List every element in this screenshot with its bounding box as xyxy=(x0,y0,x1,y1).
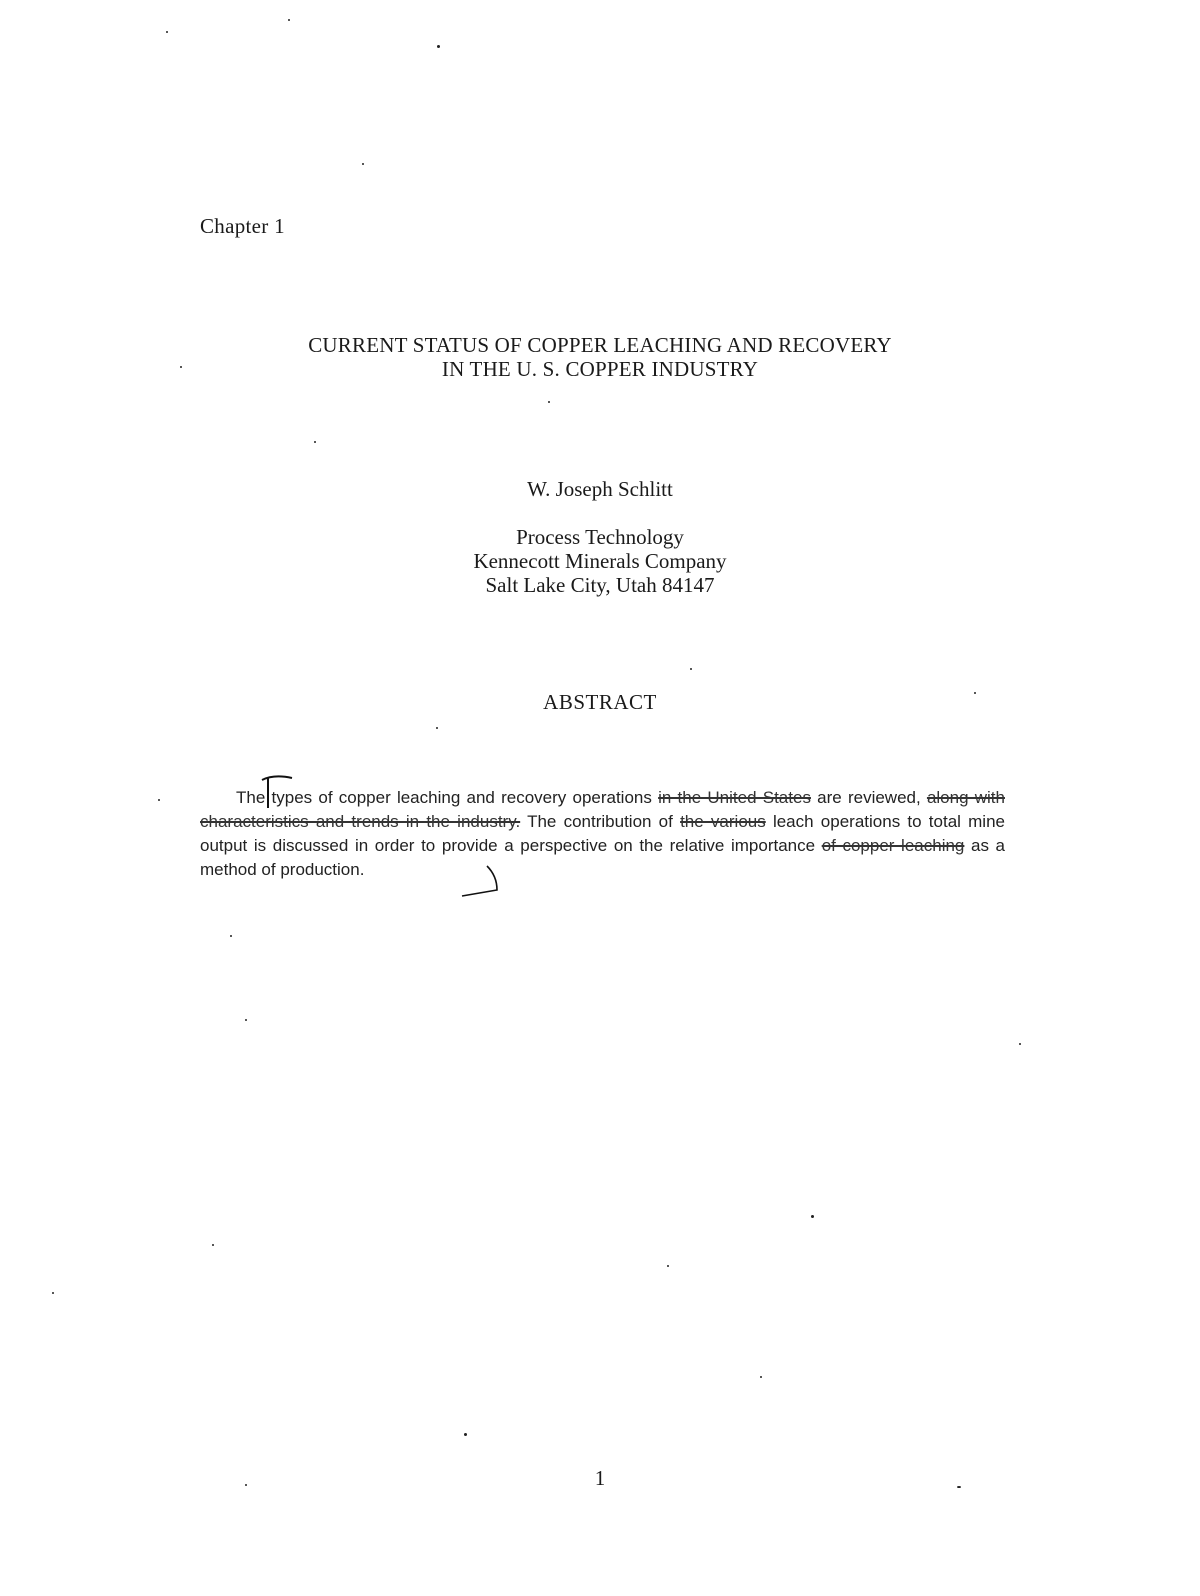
abstract-struck-segment: the various xyxy=(680,812,766,831)
scan-speck xyxy=(1019,1043,1021,1045)
abstract-segment: The xyxy=(236,788,272,807)
scan-speck xyxy=(288,19,290,21)
scan-speck xyxy=(811,1215,814,1218)
scan-speck xyxy=(212,1244,214,1246)
scan-speck xyxy=(464,1433,467,1436)
scan-speck xyxy=(548,401,550,403)
page-number: 1 xyxy=(594,1466,606,1490)
title-line-1: CURRENT STATUS OF COPPER LEACHING AND RECOVERY xyxy=(308,333,892,357)
author-location: Salt Lake City, Utah 84147 xyxy=(485,573,715,597)
scan-speck xyxy=(436,727,438,729)
abstract-struck-segment: of copper leaching xyxy=(821,836,965,855)
scan-speck xyxy=(230,935,232,937)
title-line-2: IN THE U. S. COPPER INDUSTRY xyxy=(441,357,759,381)
scan-speck xyxy=(667,1265,669,1267)
scan-speck xyxy=(362,163,364,165)
abstract-segment: leach operations to total mine output is discussed in order to provide a perspective on the relative importance xyxy=(200,812,1005,855)
scan-speck xyxy=(166,31,168,33)
scan-speck xyxy=(52,1292,54,1294)
author-department: Process Technology xyxy=(516,525,684,549)
scan-speck xyxy=(437,45,440,48)
close-bracket-mark xyxy=(462,866,497,896)
scan-speck xyxy=(690,668,692,670)
scan-speck xyxy=(180,366,182,368)
scan-speck xyxy=(245,1019,247,1021)
chapter-label: Chapter 1 xyxy=(200,214,285,238)
scan-speck xyxy=(974,692,976,694)
abstract-struck-segment: along with characteristics and trends in the industry. xyxy=(200,788,1005,831)
abstract-heading: ABSTRACT xyxy=(543,690,657,714)
scan-speck xyxy=(158,799,160,801)
insert-caret-mark xyxy=(262,776,292,808)
author-company: Kennecott Minerals Company xyxy=(473,549,727,573)
scan-speck xyxy=(314,441,316,443)
scan-speck xyxy=(760,1376,762,1378)
abstract-segment: as a method of production. xyxy=(200,836,1006,879)
author-name: W. Joseph Schlitt xyxy=(527,477,673,501)
abstract-segment: types of copper leaching and recovery operations xyxy=(271,788,659,807)
abstract-segment: are reviewed, xyxy=(810,788,927,807)
abstract-struck-segment: in the United States xyxy=(658,788,811,807)
abstract-segment: The contribution of xyxy=(520,812,681,831)
